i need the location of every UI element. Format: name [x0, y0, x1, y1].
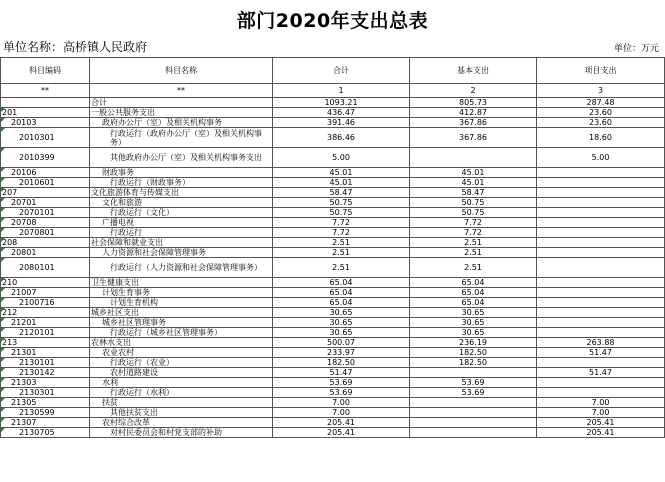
col-header-total: 合计	[273, 58, 410, 84]
cell-basic: 7.72	[410, 218, 537, 228]
cell-name: 社会保障和就业支出	[90, 238, 273, 248]
table-row	[1, 188, 665, 198]
table-row	[1, 368, 665, 378]
cell-project: 51.47	[537, 348, 665, 358]
cell-project: 7.00	[537, 398, 665, 408]
cell-total: 2.51	[273, 238, 410, 248]
cell-code	[1, 98, 90, 108]
code-text: 2130142	[19, 368, 55, 377]
cell-code	[1, 168, 90, 178]
subheader-cell: 1	[273, 84, 410, 98]
code-text: 2120101	[19, 328, 55, 337]
table-row	[1, 308, 665, 318]
cell-project: 287.48	[537, 98, 665, 108]
cell-name: 对村民委员会和村党支部的补助	[90, 428, 273, 438]
col-header-basic: 基本支出	[410, 58, 537, 84]
cell-marker	[1, 368, 5, 372]
table-row	[1, 118, 665, 128]
cell-project: 205.41	[537, 428, 665, 438]
col-header-project: 项目支出	[537, 58, 665, 84]
cell-total: 30.65	[273, 308, 410, 318]
cell-marker	[1, 388, 5, 392]
cell-code	[1, 198, 90, 208]
cell-name: 农村道路建设	[90, 368, 273, 378]
subheader-row	[1, 84, 665, 98]
table-row	[1, 168, 665, 178]
cell-total: 53.69	[273, 378, 410, 388]
cell-name: 行政运行（水利）	[90, 388, 273, 398]
cell-basic: 805.73	[410, 98, 537, 108]
cell-code	[1, 258, 90, 278]
cell-code	[1, 338, 90, 348]
cell-project	[537, 328, 665, 338]
code-text: 2070101	[19, 208, 55, 217]
expenditure-table	[0, 57, 665, 438]
cell-total: 30.65	[273, 318, 410, 328]
cell-total: 65.04	[273, 288, 410, 298]
cell-code	[1, 368, 90, 378]
cell-name: 财政事务	[90, 168, 273, 178]
cell-name: 计划生育机构	[90, 298, 273, 308]
cell-basic: 65.04	[410, 288, 537, 298]
code-text: 21201	[11, 318, 37, 327]
cell-project: 263.88	[537, 338, 665, 348]
table-row	[1, 128, 665, 148]
cell-name: 城乡社区支出	[90, 308, 273, 318]
table-row	[1, 318, 665, 328]
cell-project	[537, 318, 665, 328]
table-row	[1, 178, 665, 188]
code-text: 21307	[11, 418, 37, 427]
cell-total: 205.41	[273, 428, 410, 438]
subheader-cell: **	[1, 84, 90, 98]
table-row	[1, 108, 665, 118]
cell-code	[1, 308, 90, 318]
cell-total: 50.75	[273, 198, 410, 208]
cell-marker	[1, 128, 5, 132]
table-row	[1, 218, 665, 228]
code-text: 212	[2, 308, 18, 317]
table-row	[1, 298, 665, 308]
table-row	[1, 408, 665, 418]
cell-total: 45.01	[273, 168, 410, 178]
cell-name: 城乡社区管理事务	[90, 318, 273, 328]
cell-basic: 65.04	[410, 278, 537, 288]
code-text: 20701	[11, 198, 37, 207]
table-row	[1, 328, 665, 338]
cell-project	[537, 218, 665, 228]
table-body	[1, 98, 665, 438]
cell-code	[1, 218, 90, 228]
cell-name: 行政运行（农业）	[90, 358, 273, 368]
cell-total: 50.75	[273, 208, 410, 218]
cell-basic	[410, 148, 537, 168]
cell-basic: 412.87	[410, 108, 537, 118]
report-meta-row	[0, 38, 665, 54]
cell-code	[1, 428, 90, 438]
code-text: 207	[2, 188, 18, 197]
cell-name: 行政运行（城乡社区管理事务）	[90, 328, 273, 338]
cell-code	[1, 298, 90, 308]
cell-marker	[1, 228, 5, 232]
cell-basic: 53.69	[410, 388, 537, 398]
cell-project: 5.00	[537, 148, 665, 168]
cell-marker	[1, 428, 5, 432]
cell-total: 233.97	[273, 348, 410, 358]
table-row	[1, 288, 665, 298]
currency-unit: 单位：万元	[613, 44, 659, 54]
cell-total: 436.47	[273, 108, 410, 118]
cell-code	[1, 278, 90, 288]
code-text: 2130301	[19, 388, 55, 397]
col-header-name: 科目名称	[90, 58, 273, 84]
cell-basic: 50.75	[410, 208, 537, 218]
cell-marker	[1, 218, 5, 222]
cell-marker	[1, 248, 5, 252]
code-text: 20801	[11, 248, 37, 257]
cell-project	[537, 378, 665, 388]
cell-marker	[1, 338, 5, 342]
cell-marker	[1, 188, 5, 192]
cell-total: 65.04	[273, 298, 410, 308]
cell-name: 合计	[90, 98, 273, 108]
cell-basic: 236.19	[410, 338, 537, 348]
cell-name: 文化旅游体育与传媒支出	[90, 188, 273, 198]
table-row	[1, 208, 665, 218]
cell-basic: 2.51	[410, 248, 537, 258]
cell-total: 5.00	[273, 148, 410, 168]
cell-basic	[410, 408, 537, 418]
cell-basic: 367.86	[410, 128, 537, 148]
cell-marker	[1, 408, 5, 412]
subheader-cell: **	[90, 84, 273, 98]
cell-project	[537, 238, 665, 248]
cell-marker	[1, 208, 5, 212]
code-text: 2010601	[19, 178, 55, 187]
cell-marker	[1, 198, 5, 202]
cell-project	[537, 228, 665, 238]
cell-code	[1, 358, 90, 368]
cell-marker	[1, 108, 5, 112]
cell-total: 391.46	[273, 118, 410, 128]
code-text: 2070801	[19, 228, 55, 237]
cell-project	[537, 388, 665, 398]
cell-project: 205.41	[537, 418, 665, 428]
cell-total: 58.47	[273, 188, 410, 198]
cell-total: 386.46	[273, 128, 410, 148]
code-text: 2130705	[19, 428, 55, 437]
cell-basic	[410, 368, 537, 378]
table-row	[1, 388, 665, 398]
cell-code	[1, 128, 90, 148]
cell-project	[537, 178, 665, 188]
code-text: 201	[2, 108, 18, 117]
table-row	[1, 378, 665, 388]
cell-basic: 2.51	[410, 238, 537, 248]
cell-project: 7.00	[537, 408, 665, 418]
cell-code	[1, 348, 90, 358]
cell-marker	[1, 398, 5, 402]
cell-code	[1, 328, 90, 338]
code-text: 213	[2, 338, 18, 347]
cell-basic: 45.01	[410, 168, 537, 178]
cell-name: 其他扶贫支出	[90, 408, 273, 418]
cell-project	[537, 298, 665, 308]
code-text: 2010301	[19, 133, 55, 142]
cell-marker	[1, 178, 5, 182]
code-text: 2130101	[19, 358, 55, 367]
table-row	[1, 358, 665, 368]
cell-basic: 182.50	[410, 358, 537, 368]
table-row	[1, 428, 665, 438]
cell-basic	[410, 398, 537, 408]
code-text: 2100716	[19, 298, 55, 307]
cell-marker	[1, 298, 5, 302]
cell-marker	[1, 318, 5, 322]
cell-marker	[1, 258, 5, 262]
cell-name: 人力资源和社会保障管理事务	[90, 248, 273, 258]
cell-code	[1, 238, 90, 248]
cell-name: 农业农村	[90, 348, 273, 358]
code-text: 2130599	[19, 408, 55, 417]
cell-total: 7.72	[273, 228, 410, 238]
cell-marker	[1, 418, 5, 422]
cell-total: 205.41	[273, 418, 410, 428]
cell-project	[537, 198, 665, 208]
cell-total: 7.00	[273, 408, 410, 418]
table-row	[1, 398, 665, 408]
code-text: 21303	[11, 378, 37, 387]
cell-total: 53.69	[273, 388, 410, 398]
cell-code	[1, 178, 90, 188]
cell-code	[1, 118, 90, 128]
cell-code	[1, 188, 90, 198]
cell-name: 其他政府办公厅（室）及相关机构事务支出	[90, 148, 273, 168]
cell-basic: 45.01	[410, 178, 537, 188]
cell-total: 7.00	[273, 398, 410, 408]
cell-project: 18.60	[537, 128, 665, 148]
cell-code	[1, 378, 90, 388]
header-row	[1, 58, 665, 84]
code-text: 21301	[11, 348, 37, 357]
cell-marker	[1, 288, 5, 292]
cell-code	[1, 248, 90, 258]
cell-total: 1093.21	[273, 98, 410, 108]
cell-basic: 30.65	[410, 328, 537, 338]
table-row	[1, 258, 665, 278]
table-row	[1, 418, 665, 428]
cell-project: 23.60	[537, 118, 665, 128]
code-text: 20103	[11, 118, 37, 127]
cell-marker	[1, 308, 5, 312]
cell-code	[1, 398, 90, 408]
report-title: 部门2020年支出总表	[236, 10, 429, 32]
cell-marker	[1, 358, 5, 362]
cell-name: 卫生健康支出	[90, 278, 273, 288]
cell-name: 农林水支出	[90, 338, 273, 348]
cell-name: 行政运行（文化）	[90, 208, 273, 218]
table-row	[1, 238, 665, 248]
cell-basic: 2.51	[410, 258, 537, 278]
cell-basic	[410, 418, 537, 428]
cell-basic: 50.75	[410, 198, 537, 208]
cell-project: 51.47	[537, 368, 665, 378]
cell-basic: 182.50	[410, 348, 537, 358]
cell-project	[537, 248, 665, 258]
cell-name: 行政运行（人力资源和社会保障管理事务）	[90, 258, 273, 278]
cell-code	[1, 148, 90, 168]
cell-code	[1, 108, 90, 118]
code-text: 21007	[11, 288, 37, 297]
cell-project	[537, 308, 665, 318]
cell-marker	[1, 278, 5, 282]
cell-project	[537, 288, 665, 298]
code-text: 21305	[11, 398, 37, 407]
cell-total: 182.50	[273, 358, 410, 368]
cell-marker	[1, 118, 5, 122]
table-row	[1, 248, 665, 258]
cell-project	[537, 208, 665, 218]
cell-total: 2.51	[273, 248, 410, 258]
cell-basic: 7.72	[410, 228, 537, 238]
code-text: 210	[2, 278, 18, 287]
cell-code	[1, 208, 90, 218]
cell-project: 23.60	[537, 108, 665, 118]
cell-project	[537, 278, 665, 288]
code-text: 2010399	[19, 153, 55, 162]
cell-marker	[1, 328, 5, 332]
cell-total: 2.51	[273, 258, 410, 278]
cell-total: 51.47	[273, 368, 410, 378]
cell-basic: 58.47	[410, 188, 537, 198]
subheader-cell: 3	[537, 84, 665, 98]
cell-name: 行政运行（政府办公厅（室）及相关机构事务）	[90, 128, 273, 148]
cell-marker	[1, 238, 5, 242]
cell-code	[1, 228, 90, 238]
code-text: 20106	[11, 168, 37, 177]
cell-code	[1, 408, 90, 418]
cell-basic: 53.69	[410, 378, 537, 388]
cell-code	[1, 288, 90, 298]
col-header-code: 科目编码	[1, 58, 90, 84]
cell-name: 行政运行	[90, 228, 273, 238]
cell-total: 65.04	[273, 278, 410, 288]
cell-name: 广播电视	[90, 218, 273, 228]
cell-basic: 367.86	[410, 118, 537, 128]
table-row	[1, 278, 665, 288]
table-row	[1, 98, 665, 108]
cell-name: 文化和旅游	[90, 198, 273, 208]
table-row	[1, 228, 665, 238]
cell-total: 45.01	[273, 178, 410, 188]
cell-marker	[1, 378, 5, 382]
cell-name: 扶贫	[90, 398, 273, 408]
code-text: 20708	[11, 218, 37, 227]
cell-name: 水利	[90, 378, 273, 388]
cell-basic: 30.65	[410, 318, 537, 328]
code-text: 208	[2, 238, 18, 247]
cell-marker	[1, 168, 5, 172]
cell-project	[537, 188, 665, 198]
cell-name: 行政运行（财政事务）	[90, 178, 273, 188]
cell-project	[537, 258, 665, 278]
cell-basic: 65.04	[410, 298, 537, 308]
cell-total: 30.65	[273, 328, 410, 338]
cell-code	[1, 418, 90, 428]
cell-name: 一般公共服务支出	[90, 108, 273, 118]
subheader-cell: 2	[410, 84, 537, 98]
cell-total: 500.07	[273, 338, 410, 348]
cell-code	[1, 388, 90, 398]
table-row	[1, 148, 665, 168]
cell-marker	[1, 148, 5, 152]
code-text: 2080101	[19, 263, 55, 272]
cell-basic	[410, 428, 537, 438]
cell-marker	[1, 348, 5, 352]
table-row	[1, 338, 665, 348]
cell-code	[1, 318, 90, 328]
cell-name: 计划生育事务	[90, 288, 273, 298]
cell-name: 政府办公厅（室）及相关机构事务	[90, 118, 273, 128]
table-row	[1, 348, 665, 358]
cell-project	[537, 168, 665, 178]
cell-project	[537, 358, 665, 368]
table-row	[1, 198, 665, 208]
cell-total: 7.72	[273, 218, 410, 228]
cell-name: 农村综合改革	[90, 418, 273, 428]
unit-name: 单位名称：高桥镇人民政府	[3, 40, 148, 54]
cell-basic: 30.65	[410, 308, 537, 318]
